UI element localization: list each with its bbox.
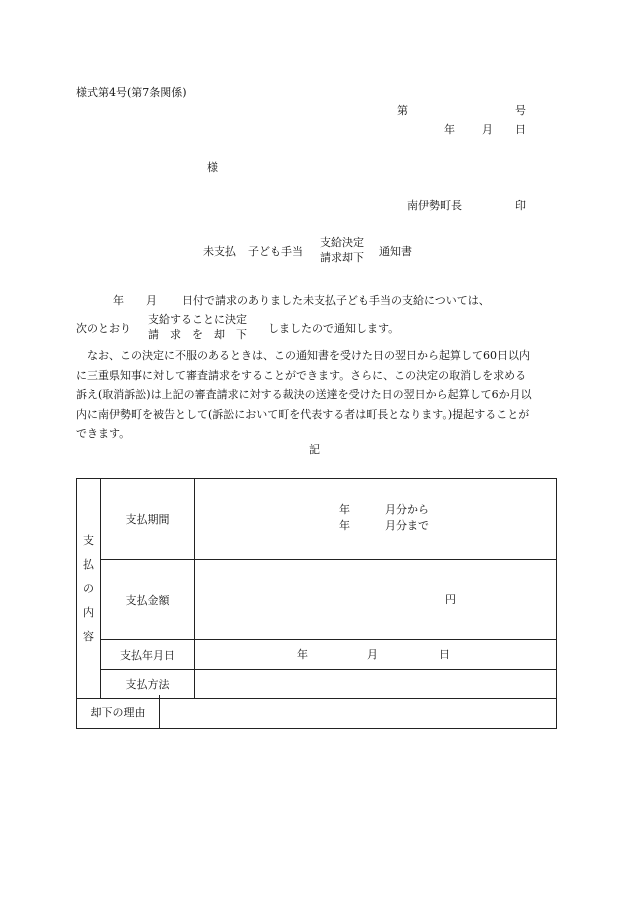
decision-option-approve: 支給することに決定 xyxy=(148,313,247,326)
title-part1: 未支払 xyxy=(203,245,236,258)
title-suffix: 通知書 xyxy=(379,245,412,258)
period-from-month: 月分から xyxy=(385,503,429,516)
period-row xyxy=(77,479,557,560)
period-from-year: 年 xyxy=(339,503,350,516)
issue-date-day: 日 xyxy=(515,123,526,136)
title-part2: 子ども手当 xyxy=(248,245,303,258)
issue-date-year: 年 xyxy=(444,123,455,136)
period-label: 支払期間 xyxy=(101,479,195,560)
amount-row xyxy=(77,560,557,640)
payment-detail-table xyxy=(76,478,557,699)
doc-number-suffix: 号 xyxy=(515,104,526,117)
title-option-reject: 請求却下 xyxy=(320,250,364,264)
amount-unit: 円 xyxy=(445,593,456,606)
request-text: 日付で請求のありました未支払子ども手当の支給については、 xyxy=(182,294,490,307)
rejection-reason-value[interactable] xyxy=(160,695,556,728)
decision-suffix: しましたので通知します。 xyxy=(268,322,400,335)
date-year: 年 xyxy=(297,648,308,661)
section-label-char: 内 xyxy=(83,605,94,619)
date-label: 支払年月日 xyxy=(101,640,195,670)
title-options xyxy=(320,236,364,266)
date-day: 日 xyxy=(439,648,450,661)
request-year: 年 xyxy=(113,294,124,307)
method-label: 支払方法 xyxy=(101,670,195,699)
section-label-char: 支 xyxy=(83,533,94,547)
date-value[interactable] xyxy=(195,640,557,670)
rejection-reason-label: 却下の理由 xyxy=(77,695,160,728)
date-month: 月 xyxy=(367,648,378,661)
form-number: 様式第4号(第7条関係) xyxy=(76,86,187,99)
issuer-name: 南伊勢町長 xyxy=(407,199,462,212)
period-value[interactable] xyxy=(195,479,557,560)
date-row xyxy=(77,640,557,670)
section-label xyxy=(77,479,101,699)
decision-options xyxy=(148,313,247,343)
seal-mark: 印 xyxy=(515,199,526,212)
appeal-notice xyxy=(76,346,532,444)
section-label-char: の xyxy=(83,581,94,595)
rejection-reason-row xyxy=(76,695,557,729)
period-to-month: 月分まで xyxy=(385,519,429,532)
decision-prefix: 次のとおり xyxy=(76,322,131,335)
section-label-char: 払 xyxy=(83,557,94,571)
title-option-approve: 支給決定 xyxy=(320,236,364,249)
decision-option-reject: 請 求 を 却 下 xyxy=(148,327,247,341)
amount-value[interactable] xyxy=(195,560,557,640)
appeal-notice-text: なお、この決定に不服のあるときは、この通知書を受けた日の翌日から起算して60日以内に三重県知事に対して審査請求をすることができます。さらに、この決定の取消しを求める訴え(取消訴訟)は上記の審査請求に対する裁決の送達を受けた日の翌日から起算して6か月以内に南伊勢町を被告として(訴訟において町を代表する者は町長となります。)提起することができます。 xyxy=(76,349,532,440)
section-label-char: 容 xyxy=(83,629,94,643)
doc-number-prefix: 第 xyxy=(397,104,408,117)
period-to-year: 年 xyxy=(339,519,350,532)
issue-date-month: 月 xyxy=(482,123,493,136)
request-month: 月 xyxy=(146,294,157,307)
amount-label: 支払金額 xyxy=(101,560,195,640)
addressee-suffix: 様 xyxy=(207,161,218,174)
ki-label: 記 xyxy=(309,443,320,456)
